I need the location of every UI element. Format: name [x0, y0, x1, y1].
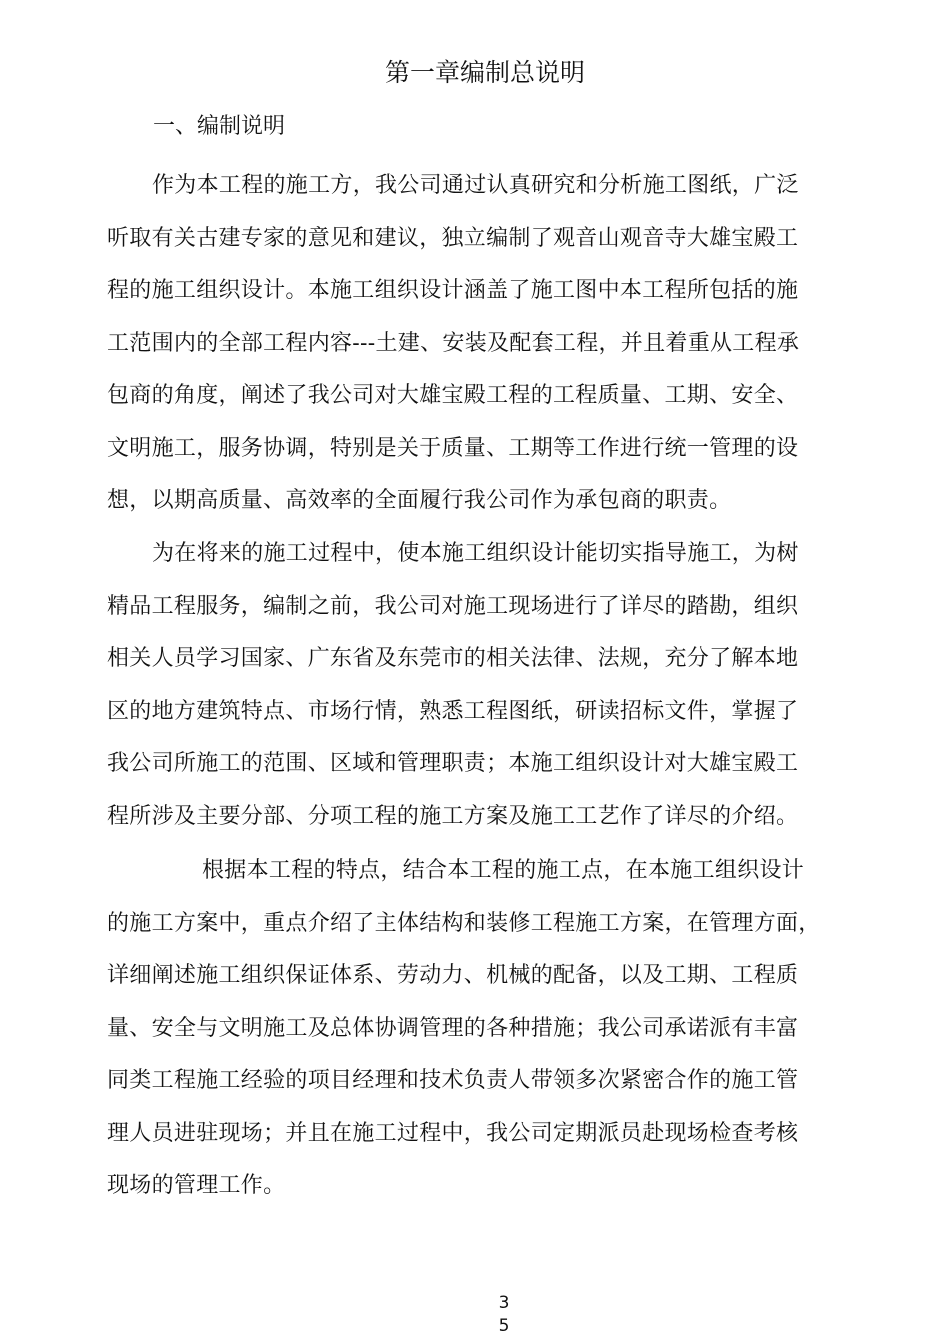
paragraph-line: 详细阐述施工组织保证体系、劳动力、机械的配备，以及工期、工程质	[107, 963, 799, 988]
paragraph-line: 区的地方建筑特点、市场行情，熟悉工程图纸，研读招标文件，掌握了	[107, 698, 799, 724]
paragraph-3	[107, 845, 887, 1213]
paragraph-line: 包商的角度，阐述了我公司对大雄宝殿工程的工程质量、工期、安全、	[107, 383, 799, 408]
paragraph-line: 根据本工程的特点，结合本工程的施工点，在本施工组织设计	[202, 858, 805, 883]
paragraph-line: 作为本工程的施工方，我公司通过认真研究和分析施工图纸，广泛	[152, 173, 799, 198]
paragraph-line: 为在将来的施工过程中，使本施工组织设计能切实指导施工，为树	[152, 541, 799, 566]
paragraph-line: 理人员进驻现场；并且在施工过程中，我公司定期派员赴现场检查考核	[107, 1120, 799, 1146]
page-number-digit: 5	[498, 1316, 510, 1336]
paragraph-1	[107, 160, 887, 528]
chapter-title: 第一章编制总说明	[384, 58, 585, 87]
paragraph-line: 现场的管理工作。	[107, 1173, 286, 1198]
paragraph-line: 工范围内的全部工程内容---土建、安装及配套工程，并且着重从工程承	[107, 330, 800, 356]
paragraph-line: 精品工程服务，编制之前，我公司对施工现场进行了详尽的踏勘，组织	[107, 593, 799, 619]
paragraph-line: 程所涉及主要分部、分项工程的施工方案及施工工艺作了详尽的介绍。	[107, 803, 799, 829]
paragraph-line: 量、安全与文明施工及总体协调管理的各种措施；我公司承诺派有丰富	[107, 1015, 799, 1041]
paragraph-line: 文明施工，服务协调，特别是关于质量、工期等工作进行统一管理的设	[107, 435, 799, 461]
paragraph-line: 我公司所施工的范围、区域和管理职责；本施工组织设计对大雄宝殿工	[107, 751, 799, 776]
paragraph-line: 听取有关古建专家的意见和建议，独立编制了观音山观音寺大雄宝殿工	[107, 225, 799, 251]
section-heading: 一、编制说明	[153, 114, 286, 139]
paragraph-line: 相关人员学习国家、广东省及东莞市的相关法律、法规，充分了解本地	[107, 646, 799, 671]
paragraph-line: 的施工方案中，重点介绍了主体结构和装修工程施工方案，在管理方面，	[107, 910, 821, 936]
paragraph-2	[107, 528, 887, 843]
paragraph-line: 程的施工组织设计。本施工组织设计涵盖了施工图中本工程所包括的施	[107, 278, 799, 303]
page-number-digit: 3	[498, 1293, 510, 1313]
paragraph-line: 想，以期高质量、高效率的全面履行我公司作为承包商的职责。	[107, 488, 732, 513]
paragraph-line: 同类工程施工经验的项目经理和技术负责人带领多次紧密合作的施工管	[107, 1068, 799, 1093]
page-number	[492, 1292, 516, 1338]
